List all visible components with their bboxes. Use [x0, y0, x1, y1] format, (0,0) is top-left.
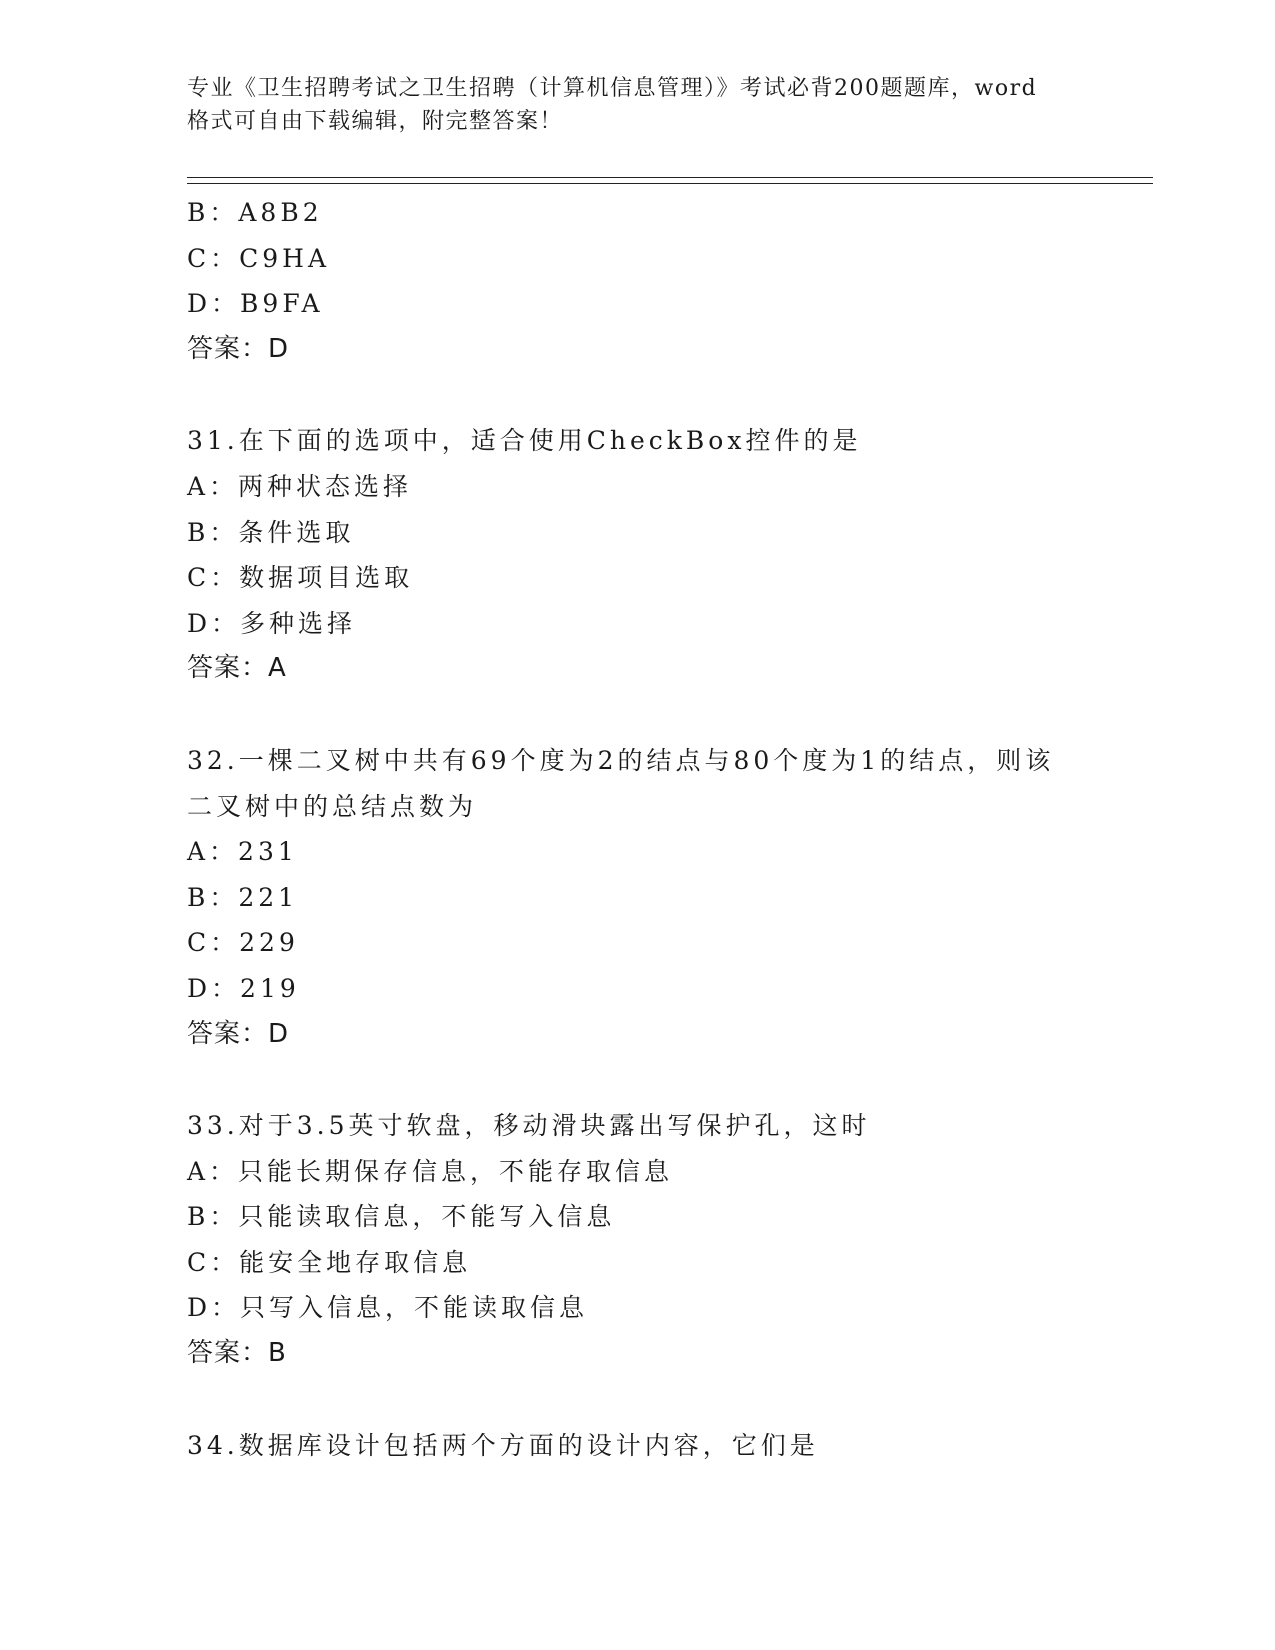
option-d: D：B9FA	[187, 289, 324, 319]
answer-line: 答案：B	[187, 1338, 287, 1369]
question-31	[187, 418, 1087, 692]
header-line-1: 专业《卫生招聘考试之卫生招聘（计算机信息管理）》考试必背200题题库，word	[187, 76, 1038, 101]
option-a: A：231	[187, 837, 298, 867]
option-b: B：221	[187, 882, 299, 912]
option-d: D：219	[187, 973, 300, 1003]
option-d: D：多种选择	[187, 608, 357, 638]
question-content	[187, 190, 1087, 1468]
question-34	[187, 1423, 1087, 1469]
question-text: 34.数据库设计包括两个方面的设计内容，它们是	[187, 1430, 819, 1460]
option-a: A：只能长期保存信息，不能存取信息	[187, 1156, 674, 1186]
option-c: C：C9HA	[187, 243, 331, 273]
continued-question	[187, 190, 1087, 372]
header-divider	[187, 177, 1153, 184]
option-b: B：条件选取	[187, 517, 355, 547]
option-b: B：只能读取信息，不能写入信息	[187, 1202, 616, 1232]
answer-line: 答案：D	[187, 333, 290, 364]
question-text: 32.一棵二叉树中共有69个度为2的结点与80个度为1的结点，则该	[187, 745, 1055, 775]
answer-line: 答案：A	[187, 653, 287, 684]
option-b: B：A8B2	[187, 198, 323, 227]
page-header	[187, 72, 1087, 138]
question-text: 31.在下面的选项中，适合使用CheckBox控件的是	[187, 426, 862, 456]
question-32	[187, 738, 1087, 1057]
option-c: C：229	[187, 928, 299, 958]
option-a: A：两种状态选择	[187, 471, 413, 501]
question-text: 33.对于3.5英寸软盘，移动滑块露出写保护孔，这时	[187, 1111, 871, 1141]
option-c: C：能安全地存取信息	[187, 1247, 472, 1277]
option-c: C：数据项目选取	[187, 563, 414, 593]
question-33	[187, 1103, 1087, 1377]
option-d: D：只写入信息，不能读取信息	[187, 1293, 589, 1323]
header-line-2: 格式可自由下载编辑，附完整答案！	[187, 109, 564, 134]
answer-line: 答案：D	[187, 1018, 290, 1049]
question-text-continued: 二叉树中的总结点数为	[187, 791, 478, 821]
